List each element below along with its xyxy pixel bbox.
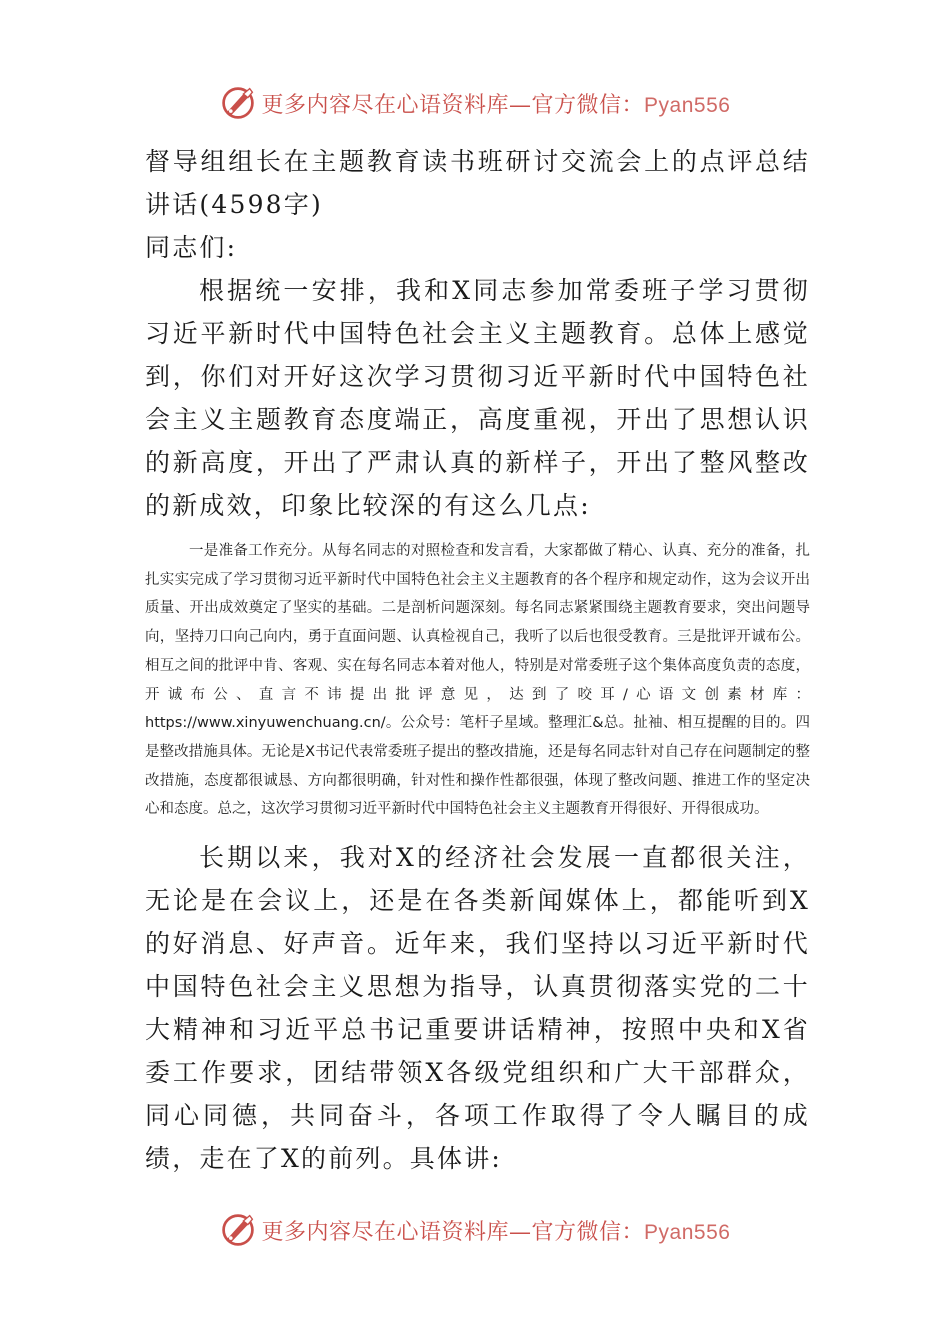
watermark-text <box>262 1215 731 1246</box>
watermark-wechat-id: Pyan556 <box>644 1220 731 1244</box>
paragraph-intro: 根据统一安排，我和X同志参加常委班子学习贯彻习近平新时代中国特色社会主义主题教育。总体上感觉到，你们对开好这次学习贯彻习近平新时代中国特色社会主义主题教育态度端正，高度重视，开出了思想认识的新高度，开出了严肃认真的新样子，开出了整风整改的新成效，印象比较深的有这么几点: <box>145 276 810 520</box>
footer-watermark-banner <box>0 1210 950 1250</box>
watermark-wechat-id: Pyan556 <box>644 93 731 117</box>
salutation: 同志们: <box>145 233 238 262</box>
paragraph-development: 长期以来，我对X的经济社会发展一直都很关注，无论是在会议上，还是在各类新闻媒体上，都能听到X的好消息、好声音。近年来，我们坚持以习近平新时代中国特色社会主义思想为指导，认真贯彻落实党的二十大精神和习近平总书记重要讲话精神，按照中央和X省委工作要求，团结带领X各级党组织和广大干部群众，同心同德，共同奋斗，各项工作取得了令人瞩目的成绩，走在了X的前列。具体讲: <box>145 843 810 1174</box>
paragraph-four-points: 一是准备工作充分。从每名同志的对照检查和发言看，大家都做了精心、认真、充分的准备，扎扎实实完成了学习贯彻习近平新时代中国特色社会主义主题教育的各个程序和规定动作，这为会议开出质量、开出成效奠定了坚实的基础。二是剖析问题深刻。每名同志紧紧围绕主题教育要求，突出问题导向，坚持刀口向己向内，勇于直面问题、认真检视自己，我听了以后也很受教育。三是批评开诚布公。相互之间的批评中肯、客观、实在每名同志本着对他人，特别是对常委班子这个集体高度负责的态度，开诚布公、直言不讳提出批评意见，达到了咬耳/心语文创素材库：https://www.xinyuwenchuang.cn/。公众号：笔杆子星域。整理汇&总。扯袖、相互提醒的目的。四是整改措施具体。无论是X书记代表常委班子提出的整改措施，还是每名同志针对自己存在问题制定的整改措施，态度都很诚恳、方向都很明确，针对性和操作性都很强，体现了整改问题、推进工作的坚定决心和态度。总之，这次学习贯彻习近平新时代中国特色社会主义主题教育开得很好、开得很成功。 <box>145 543 810 818</box>
watermark-text <box>262 88 731 119</box>
pen-nib-logo-icon <box>220 85 256 121</box>
watermark-label: 更多内容尽在心语资料库—官方微信： <box>261 92 645 118</box>
header-watermark-banner <box>0 83 950 123</box>
document-body <box>145 140 810 1180</box>
document-title: 督导组组长在主题教育读书班研讨交流会上的点评总结讲话(4598字) <box>145 147 810 219</box>
watermark-label: 更多内容尽在心语资料库—官方微信： <box>261 1219 645 1245</box>
pen-nib-logo-icon <box>220 1212 256 1248</box>
